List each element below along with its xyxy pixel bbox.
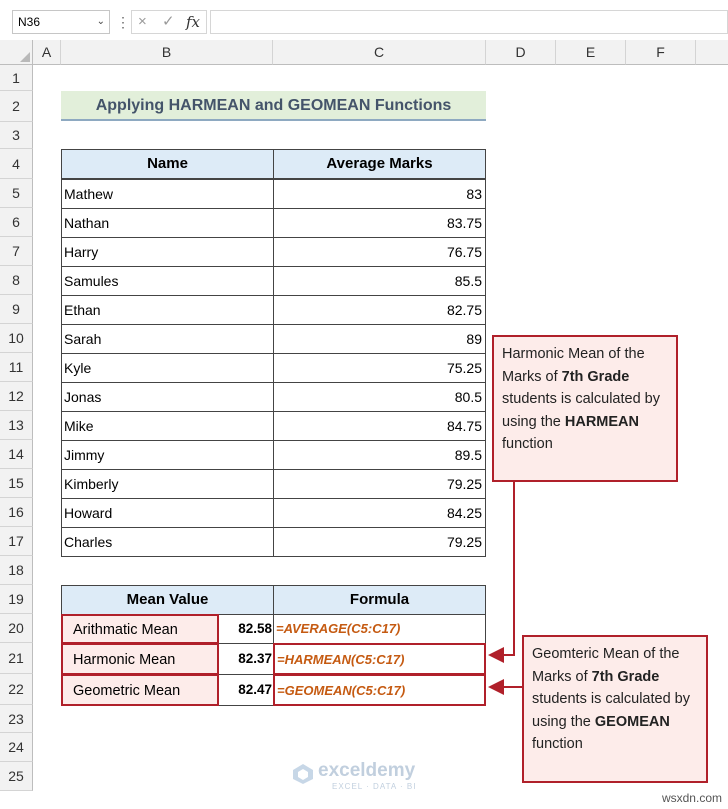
row-header[interactable]: 4 [0, 149, 33, 179]
page-title: Applying HARMEAN and GEOMEAN Functions [61, 91, 486, 121]
row-header[interactable]: 5 [0, 179, 33, 208]
column-header-name: Name [61, 149, 274, 179]
marks-cell[interactable]: 75.25 [273, 353, 486, 383]
column-header-average-marks: Average Marks [273, 149, 486, 179]
marks-cell[interactable]: 83.75 [273, 208, 486, 238]
formula-cell[interactable]: =HARMEAN(C5:C17) [273, 643, 486, 675]
name-cell[interactable]: Sarah [61, 324, 274, 354]
marks-cell[interactable]: 80.5 [273, 382, 486, 412]
watermark-tagline: EXCEL · DATA · BI [332, 782, 417, 791]
column-header-mean-value: Mean Value [61, 585, 274, 615]
name-cell[interactable]: Ethan [61, 295, 274, 325]
col-header-c[interactable]: C [273, 40, 486, 65]
row-header[interactable]: 14 [0, 440, 33, 469]
row-header[interactable]: 3 [0, 122, 33, 149]
fx-icon[interactable]: fx [186, 13, 201, 31]
col-header-d[interactable]: D [486, 40, 556, 65]
row-header[interactable]: 17 [0, 527, 33, 556]
row-header[interactable]: 25 [0, 762, 33, 791]
exceldemy-logo-icon [292, 763, 314, 785]
row-header[interactable]: 20 [0, 614, 33, 643]
column-header-formula: Formula [273, 585, 486, 615]
name-cell[interactable]: Nathan [61, 208, 274, 238]
name-cell[interactable]: Kyle [61, 353, 274, 383]
marks-cell[interactable]: 79.25 [273, 527, 486, 557]
row-header[interactable]: 11 [0, 353, 33, 382]
col-header-a[interactable]: A [33, 40, 61, 65]
name-cell[interactable]: Jimmy [61, 440, 274, 470]
col-header-b[interactable]: B [61, 40, 273, 65]
name-cell[interactable]: Mathew [61, 179, 274, 209]
mean-label[interactable]: Arithmatic Mean [61, 614, 219, 644]
marks-cell[interactable]: 84.75 [273, 411, 486, 441]
formula-cell[interactable]: =GEOMEAN(C5:C17) [273, 674, 486, 706]
marks-cell[interactable]: 79.25 [273, 469, 486, 499]
name-cell[interactable]: Samules [61, 266, 274, 296]
col-header-e[interactable]: E [556, 40, 626, 65]
exceldemy-watermark [290, 760, 440, 794]
row-header[interactable]: 18 [0, 556, 33, 585]
cancel-icon[interactable]: × [138, 13, 147, 30]
marks-cell[interactable]: 85.5 [273, 266, 486, 296]
row-header[interactable]: 7 [0, 237, 33, 266]
marks-cell[interactable]: 82.75 [273, 295, 486, 325]
name-box-value: N36 [18, 15, 41, 29]
row-header[interactable]: 13 [0, 411, 33, 440]
name-cell[interactable]: Charles [61, 527, 274, 557]
row-header[interactable]: 2 [0, 91, 33, 122]
col-header-f[interactable]: F [626, 40, 696, 65]
row-header[interactable]: 9 [0, 295, 33, 324]
harmonic-arrow [490, 482, 514, 655]
name-cell[interactable]: Howard [61, 498, 274, 528]
enter-icon[interactable]: ✓ [162, 13, 175, 30]
geometric-annotation: Geomteric Mean of the Marks of 7th Grade students is calculated by using the GEOMEAN function [522, 635, 708, 783]
name-cell[interactable]: Harry [61, 237, 274, 267]
row-header[interactable]: 15 [0, 469, 33, 498]
chevron-down-icon[interactable]: ⌄ [96, 16, 105, 27]
row-header[interactable]: 24 [0, 733, 33, 762]
name-cell[interactable]: Jonas [61, 382, 274, 412]
name-cell[interactable]: Mike [61, 411, 274, 441]
mean-value[interactable]: 82.58 [238, 621, 272, 636]
row-header[interactable]: 6 [0, 208, 33, 237]
row-header[interactable]: 8 [0, 266, 33, 295]
site-credit: wsxdn.com [661, 791, 722, 805]
mean-value[interactable]: 82.37 [238, 651, 272, 666]
marks-cell[interactable]: 83 [273, 179, 486, 209]
row-header[interactable]: 10 [0, 324, 33, 353]
row-header[interactable]: 23 [0, 705, 33, 733]
harmonic-annotation: Harmonic Mean of the Marks of 7th Grade students is calculated by using the HARMEAN function [492, 335, 678, 482]
vertical-dots-icon[interactable]: ⋮ [116, 14, 130, 30]
row-header[interactable]: 19 [0, 585, 33, 614]
row-header[interactable]: 16 [0, 498, 33, 527]
marks-cell[interactable]: 89 [273, 324, 486, 354]
marks-cell[interactable]: 89.5 [273, 440, 486, 470]
row-header[interactable]: 12 [0, 382, 33, 411]
row-header[interactable]: 1 [0, 65, 33, 91]
mean-value[interactable]: 82.47 [238, 682, 272, 697]
row-header[interactable]: 22 [0, 674, 33, 705]
name-cell[interactable]: Kimberly [61, 469, 274, 499]
mean-label[interactable]: Harmonic Mean [61, 643, 219, 675]
marks-cell[interactable]: 76.75 [273, 237, 486, 267]
mean-label[interactable]: Geometric Mean [61, 674, 219, 706]
row-header[interactable]: 21 [0, 643, 33, 674]
marks-cell[interactable]: 84.25 [273, 498, 486, 528]
formula-cell[interactable]: =AVERAGE(C5:C17) [273, 614, 486, 644]
watermark-name: exceldemy [318, 760, 416, 781]
